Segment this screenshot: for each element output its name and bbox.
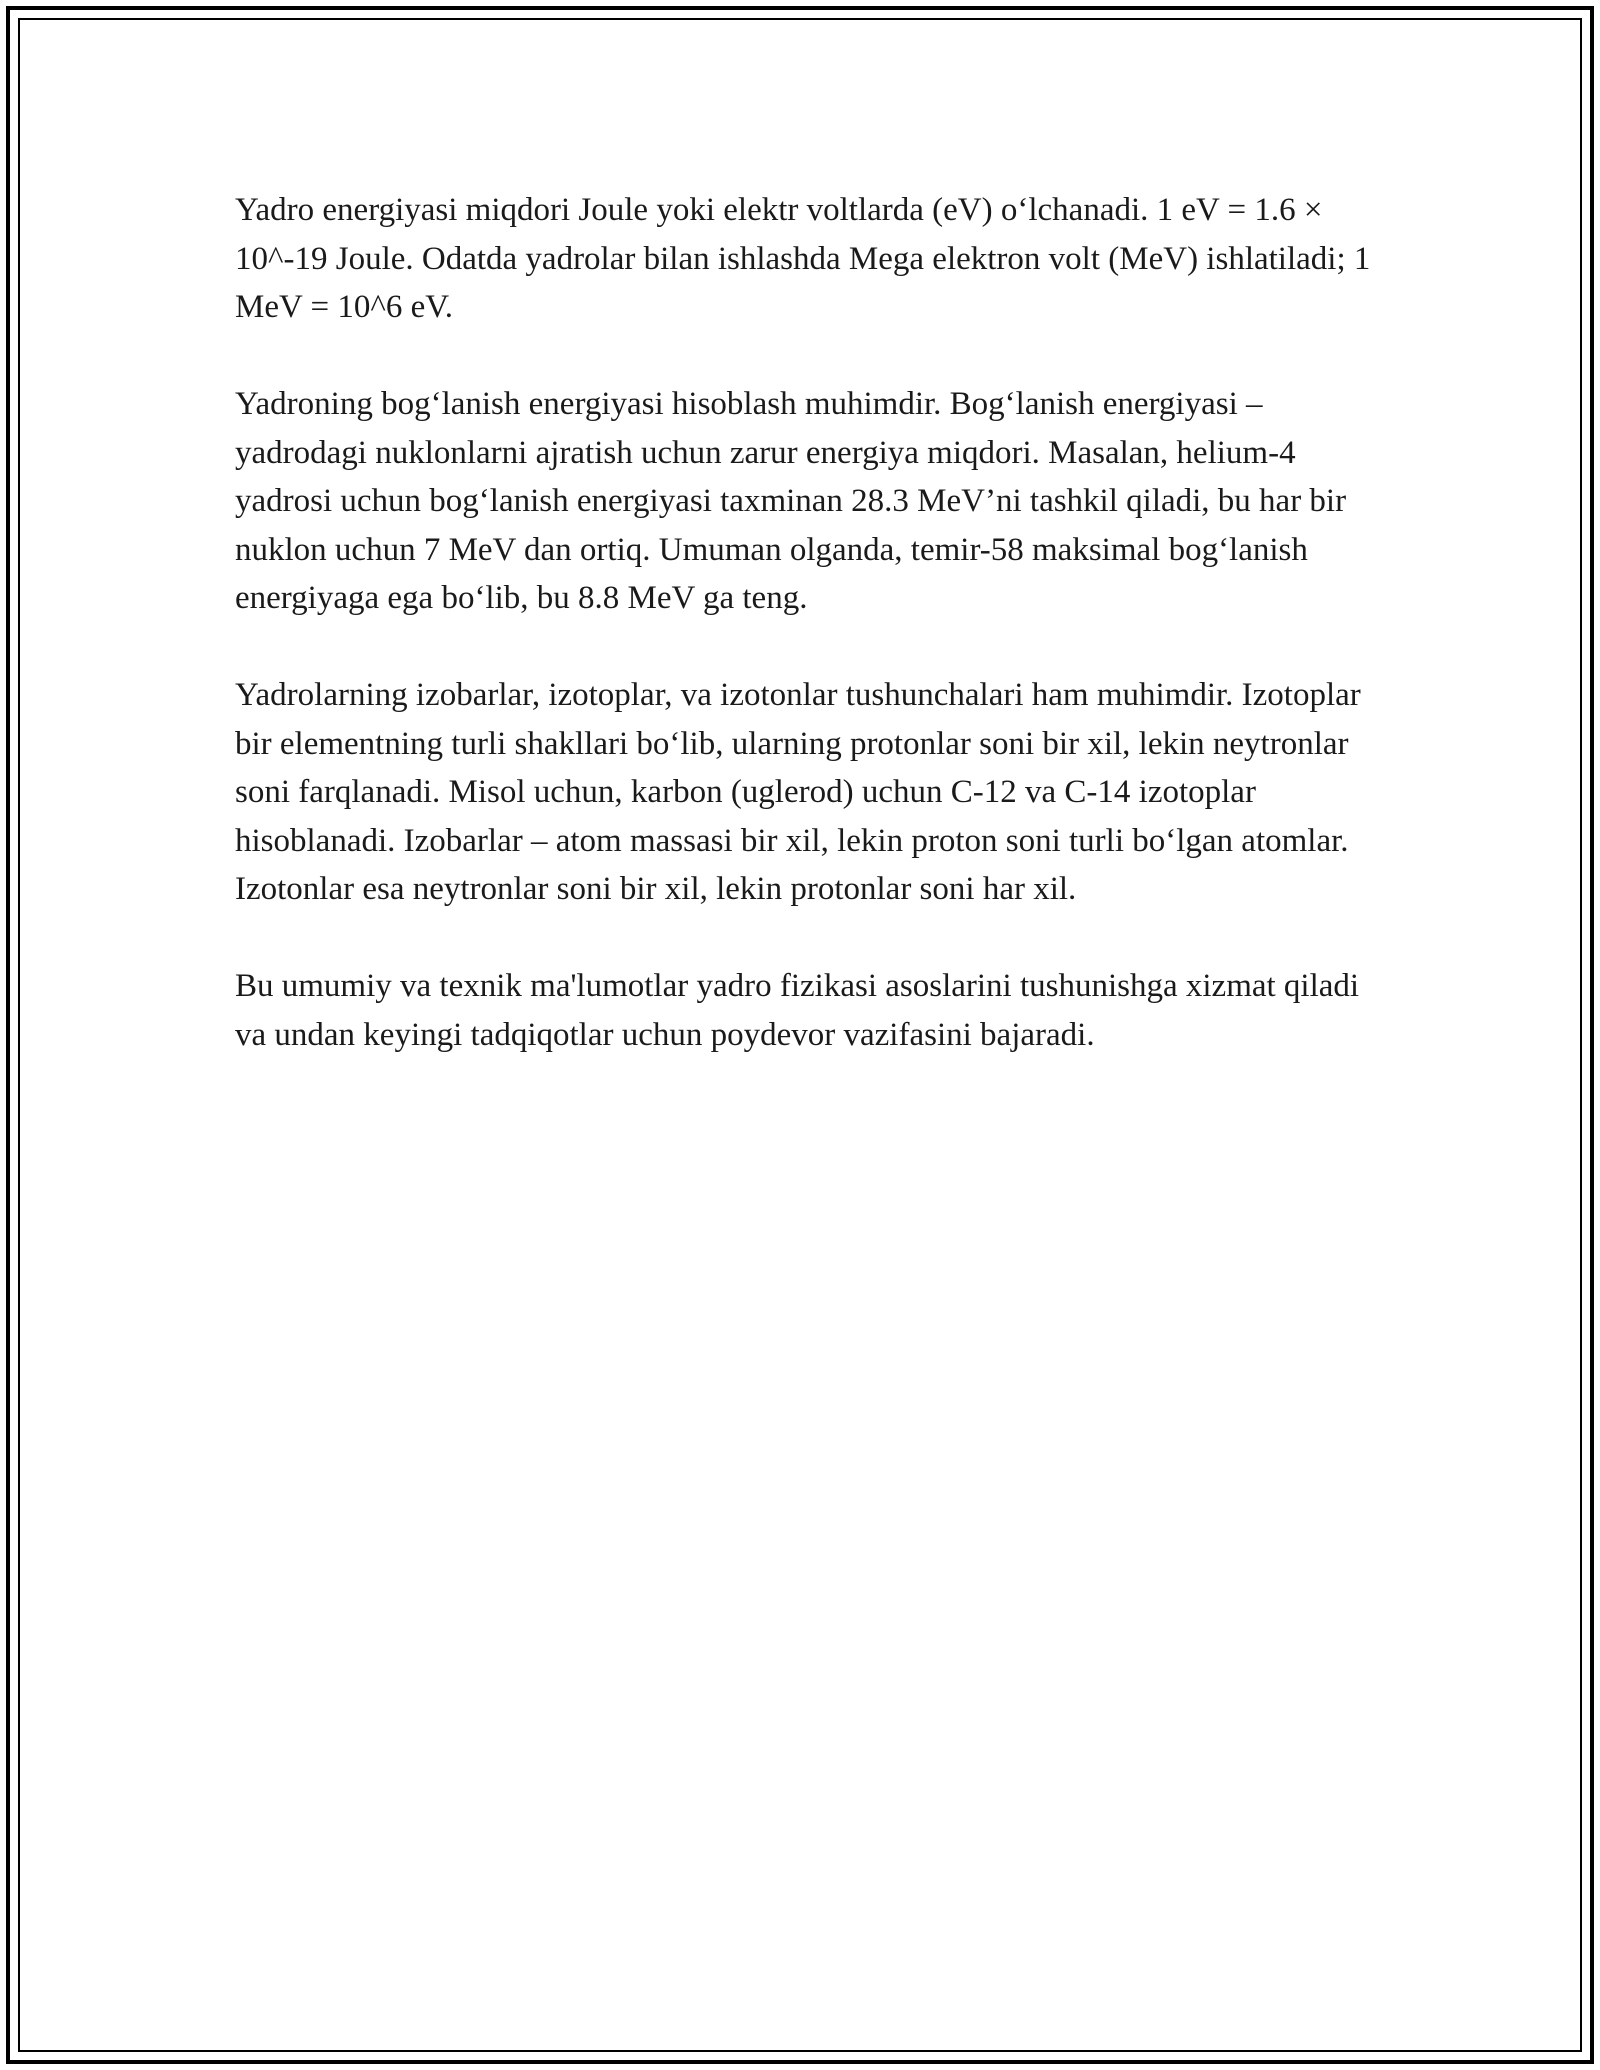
paragraph-binding-energy: Yadroning bog‘lanish energiyasi hisoblash muhimdir. Bog‘lanish energiyasi – yadrodagi nuklonlarni ajratish uchun zarur energiya miqdori. Masalan, helium-4 yadrosi uchun bog‘lanish energiyasi taxminan 28.3 MeV’ni tashkil qiladi, bu har bir nuklon uchun 7 MeV dan ortiq. Umuman olganda, temir-58 maksimal bog‘lanish energiyaga ega bo‘lib, bu 8.8 MeV ga teng. bbox=[235, 386, 1347, 616]
paragraph-isotopes: Yadrolarning izobarlar, izotoplar, va izotonlar tushunchalari ham muhimdir. Izotoplar bir elementning turli shakllari bo‘lib, ularning protonlar soni bir xil, lekin neytronlar soni farqlanadi. Misol uchun, karbon (uglerod) uchun C-12 va C-14 izotoplar hisoblanadi. Izobarlar – atom massasi bir xil, lekin proton soni turli bo‘lgan atomlar. Izotonlar esa neytronlar soni bir xil, lekin protonlar soni har xil. bbox=[235, 677, 1361, 907]
paragraph-conclusion: Bu umumiy va texnik ma'lumotlar yadro fizikasi asoslarini tushunishga xizmat qiladi va undan keyingi tadqiqotlar uchun poydevor vazifasini bajaradi. bbox=[235, 968, 1360, 1053]
paragraph-energy-units: Yadro energiyasi miqdori Joule yoki elektr voltlarda (eV) o‘lchanadi. 1 eV = 1.6 × 10^-19 Joule. Odatda yadrolar bilan ishlashda Mega elektron volt (MeV) ishlatiladi; 1 MeV = 10^6 eV. bbox=[235, 192, 1371, 325]
document-body bbox=[235, 186, 1375, 1108]
